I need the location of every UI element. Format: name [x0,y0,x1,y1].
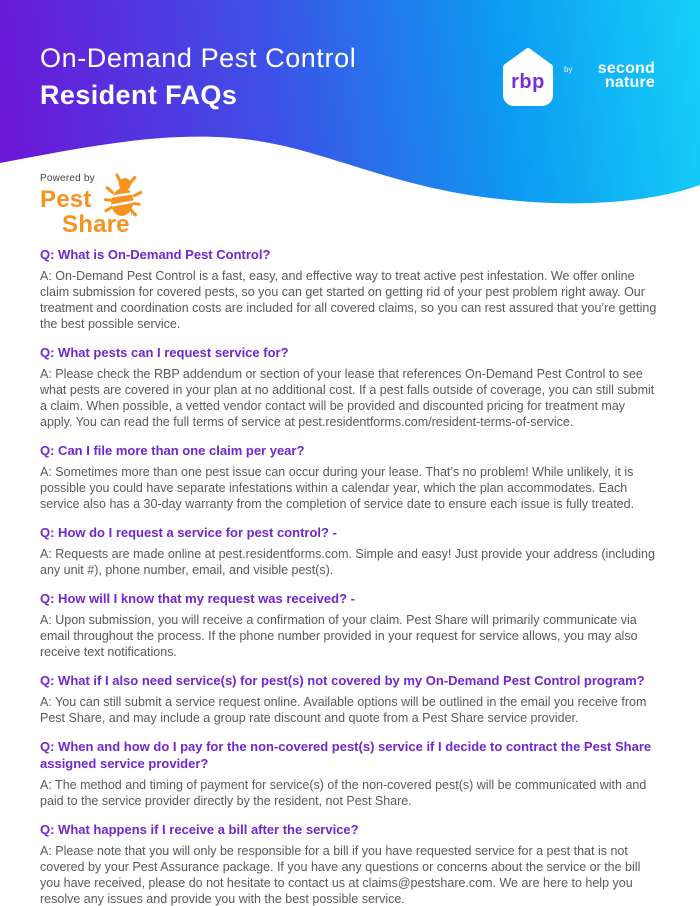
faq-answer: A: Sometimes more than one pest issue can occur during your lease. That’s no problem! While unlikely, it is possible you could have separate infestations within a calendar year, which the plan accommodates. Each service also has a 30-day warranty from the completion of service date to ensure each issue is fully treated. [40,465,635,511]
faq-item [40,672,660,726]
pestshare-logo [40,173,170,243]
faq-item [40,442,660,512]
faq-item [40,738,660,809]
faq-answer: A: Please check the RBP addendum or section of your lease that references On-Demand Pest Control to see what pests are covered in your plan at no additional cost. If a pest falls outside of coverage, you can still submit a claim. When possible, a vetted vendor contact will be provided and discounted pricing for treatment may apply. You can read the full terms of service at pest.residentforms.com/resident-terms-of-service. [40,367,655,429]
faq-question: Q: How do I request a service for pest control? - [40,525,337,540]
pestshare-word-pest: Pest [40,186,92,213]
faq-item [40,344,660,430]
faq-answer: A: On-Demand Pest Control is a fast, easy, and effective way to treat active pest infestation. We offer online claim submission for covered pests, so you can get started on getting rid of your pest problem right away. Our treatment and coordination costs are included for all covered claims, so you can rest assured that you’re getting the best possible service. [40,269,657,331]
faq-question: Q: What pests can I request service for? [40,345,289,360]
faq-question: Q: What happens if I receive a bill after the service? [40,822,359,837]
rbp-logo-icon [499,44,557,114]
faq-question: Q: What if I also need service(s) for pest(s) not covered by my On-Demand Pest Control program? [40,673,645,688]
faq-question: Q: When and how do I pay for the non-covered pest(s) service if I decide to contract the Pest Share assigned service provider? [40,739,652,771]
by-label: by [564,65,573,74]
faq-item [40,590,660,660]
faq-answer: A: Please note that you will only be responsible for a bill if you have requested service for a pest that is not covered by your Pest Assurance package. If you have any questions or concerns about the service or the bill you have received, please do not hesitate to contact us at claims@pestshare.com. We are here to help you resolve any issues and provide you with the best possible service. [40,844,641,906]
faq-question: Q: How will I know that my request was received? - [40,591,355,606]
second-nature-logo [565,62,655,90]
faq-answer: A: The method and timing of payment for service(s) of the non-covered pest(s) will be communicated with and paid to the service provider directly by the resident, not Pest Share. [40,778,647,808]
header-titles [40,40,356,114]
faq-answer: A: Requests are made online at pest.residentforms.com. Simple and easy! Just provide your address (including any unit #), phone number, email, and visible pest(s). [40,547,655,577]
faq-answer: A: Upon submission, you will receive a confirmation of your claim. Pest Share will primarily communicate via email throughout the process. If the phone number provided in your request for service allows, you may also receive text notifications. [40,613,638,659]
page-subtitle: Resident FAQs [40,80,238,110]
faq-item [40,524,660,578]
faq-answer: A: You can still submit a service request online. Available options will be outlined in the email you receive from Pest Share, and may include a group rate discount and quote from a Pest Share service provider. [40,695,647,725]
faq-question: Q: Can I file more than one claim per year? [40,443,305,458]
brand-word-second: second [597,60,655,77]
powered-by-label: Powered by [40,173,95,184]
page-title: On-Demand Pest Control [40,43,357,73]
trademark-symbol: ™ [129,213,137,220]
rbp-brand-lockup [499,44,659,116]
rbp-logo-text: rbp [511,71,545,93]
pestshare-word-share [62,211,137,239]
pestshare-share-text: Share [62,211,130,238]
faq-item [40,246,660,332]
faq-list [40,246,660,906]
brand-word-nature: nature [604,74,655,91]
faq-question: Q: What is On-Demand Pest Control? [40,247,271,262]
faq-item [40,821,660,906]
